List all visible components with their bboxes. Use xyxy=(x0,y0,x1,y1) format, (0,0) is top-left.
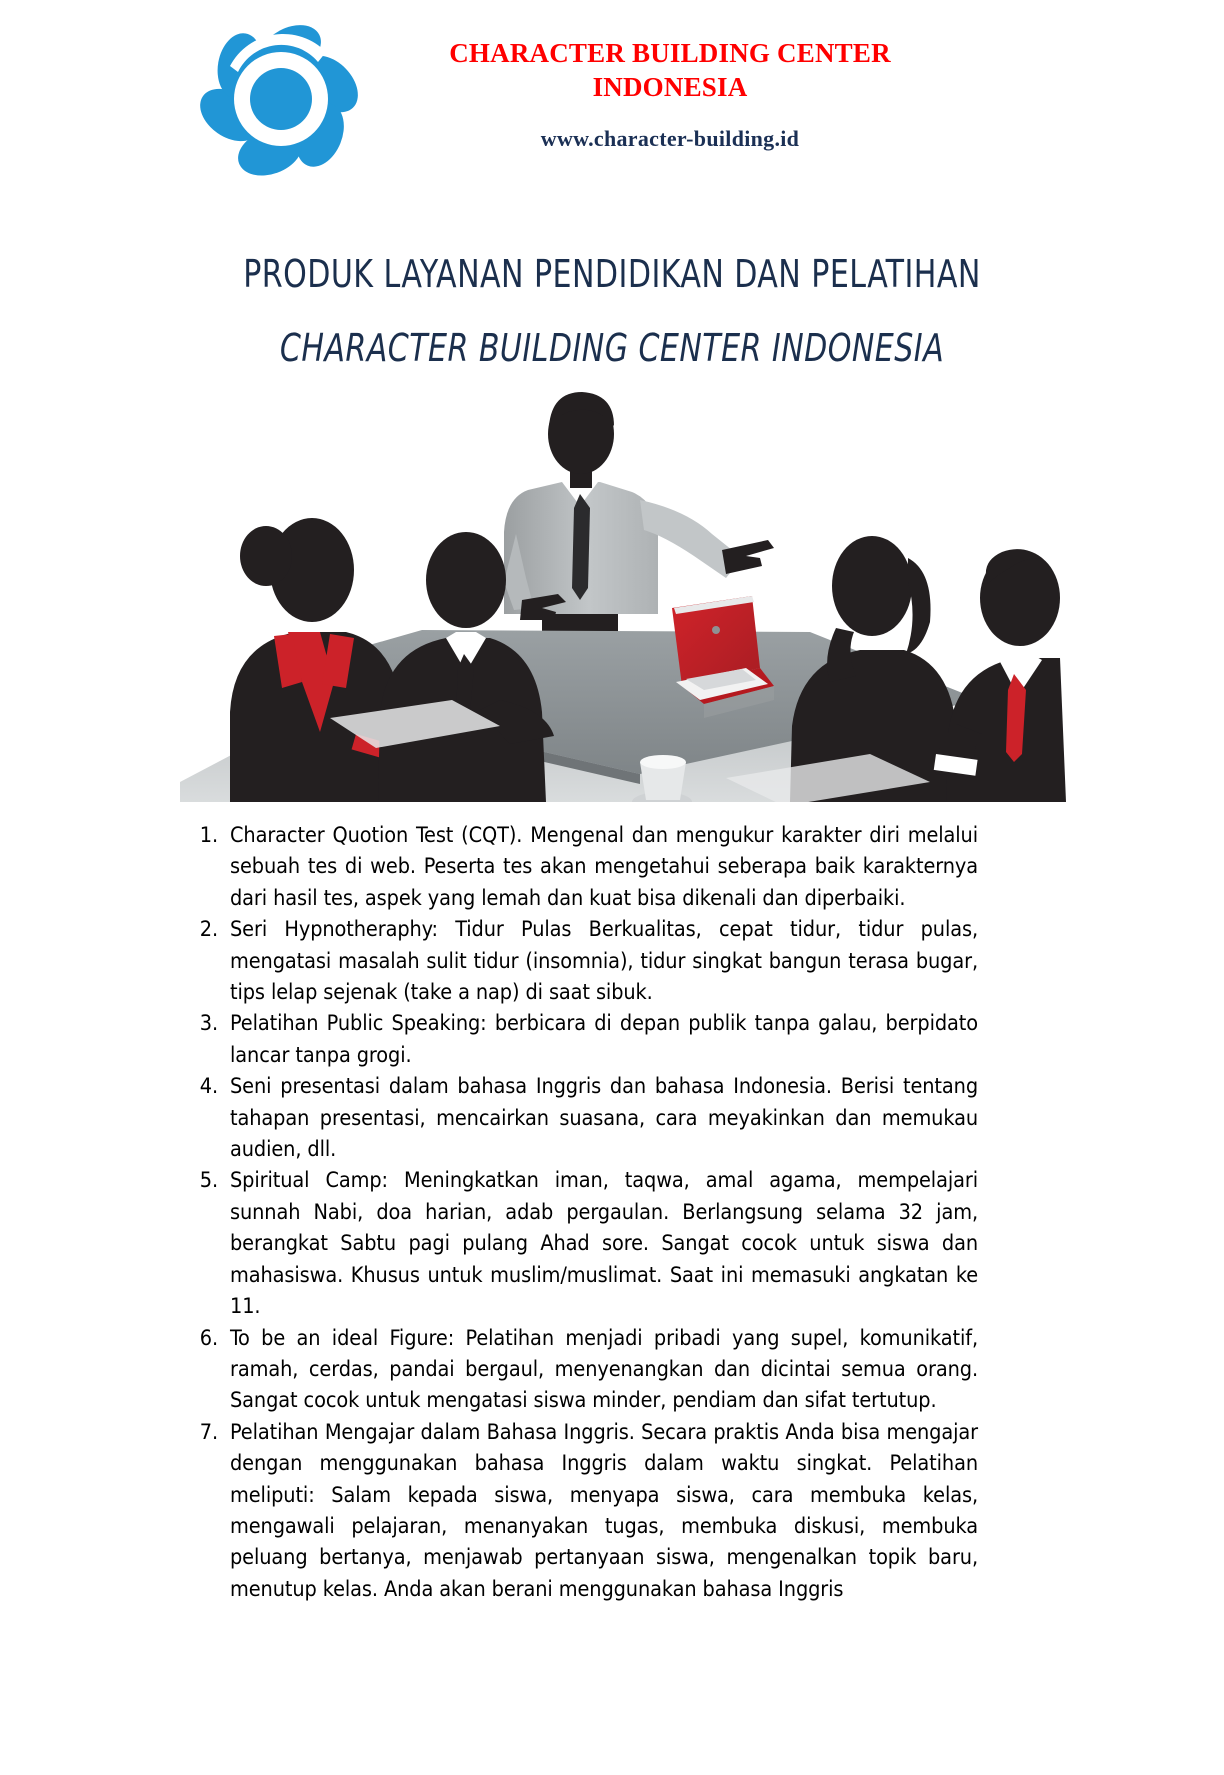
service-product-list xyxy=(188,820,978,1605)
title-block xyxy=(0,252,1224,370)
participant-right-man xyxy=(934,549,1066,802)
list-item xyxy=(188,1417,978,1605)
list-item xyxy=(188,1323,978,1417)
list-item xyxy=(188,1008,978,1071)
header-text-block xyxy=(390,36,950,152)
list-item xyxy=(188,1071,978,1165)
list-item-text: Seri Hypnotheraphy: Tidur Pulas Berkualitas, cepat tidur, tidur pulas, mengatasi masalah sulit tidur (insomnia), tidur singkat bangun terasa bugar, tips lelap sejenak (take a nap) di saat sibuk. xyxy=(230,917,978,1006)
list-item-text: Pelatihan Public Speaking: berbicara di depan publik tanpa galau, berpidato lancar tanpa grogi. xyxy=(230,1011,978,1068)
list-item-text: Seni presentasi dalam bahasa Inggris dan bahasa Indonesia. Berisi tentang tahapan presentasi, mencairkan suasana, cara meyakinkan dan memukau audien, dll. xyxy=(230,1074,978,1163)
list-item xyxy=(188,820,978,914)
list-item-number: 6. xyxy=(199,1325,218,1351)
list-item-number: 4. xyxy=(199,1074,218,1100)
list-item-number: 2. xyxy=(199,917,218,943)
list-item-text: Character Quotion Test (CQT). Mengenal dan mengukur karakter diri melalui sebuah tes di web. Peserta tes akan mengetahui seberapa baik karakternya dari hasil tes, aspek yang lemah dan kuat bisa dikenali dan diperbaiki. xyxy=(230,823,978,911)
list-item xyxy=(188,914,978,1008)
business-meeting-illustration xyxy=(170,382,1070,802)
list-item-number: 3. xyxy=(199,1011,218,1037)
list-item-number: 7. xyxy=(199,1419,218,1445)
organization-name-line1: CHARACTER BUILDING CENTER xyxy=(449,38,891,68)
list-item-number: 1. xyxy=(199,823,218,848)
page-subtitle: CHARACTER BUILDING CENTER INDONESIA xyxy=(279,326,945,370)
list-item-text: Spiritual Camp: Meningkatkan iman, taqwa, amal agama, mempelajari sunnah Nabi, doa harian, adab pergaulan. Berlangsung selama 32 jam, berangkat Sabtu pagi pulang Ahad sore. Sangat cocok untuk siswa dan mahasiswa. Khusus untuk muslim/muslimat. Saat ini memasuki angkatan ke 11. xyxy=(230,1168,978,1320)
website-url[interactable]: www.character-building.id xyxy=(540,126,800,151)
page-title: PRODUK LAYANAN PENDIDIKAN DAN PELATIHAN xyxy=(243,252,981,296)
list-item-text: To be an ideal Figure: Pelatihan menjadi pribadi yang supel, komunikatif, ramah, cerdas, pandai bergaul, menyenangkan dan dicintai semua orang. Sangat cocok untuk mengatasi siswa minder, pendiam dan sifat tertutup. xyxy=(230,1325,978,1414)
organization-name xyxy=(390,36,950,104)
list-item xyxy=(188,1165,978,1322)
list-item-text: Pelatihan Mengajar dalam Bahasa Inggris. Secara praktis Anda bisa mengajar dengan menggunakan bahasa Inggris dalam waktu singkat. Pelatihan meliputi: Salam kepada siswa, menyapa siswa, cara membuka kelas, mengawali pelajaran, menanyakan tugas, membuka diskusi, membuka peluang bertanya, menjawab pertanyaan siswa, mengenalkan topik baru, menutup kelas. Anda akan berani menggunakan bahasa Inggris xyxy=(230,1419,978,1602)
organization-name-line2: INDONESIA xyxy=(592,72,748,102)
flower-swirl-logo-icon xyxy=(198,22,370,177)
page-header xyxy=(0,0,1224,185)
list-item-number: 5. xyxy=(199,1168,218,1194)
